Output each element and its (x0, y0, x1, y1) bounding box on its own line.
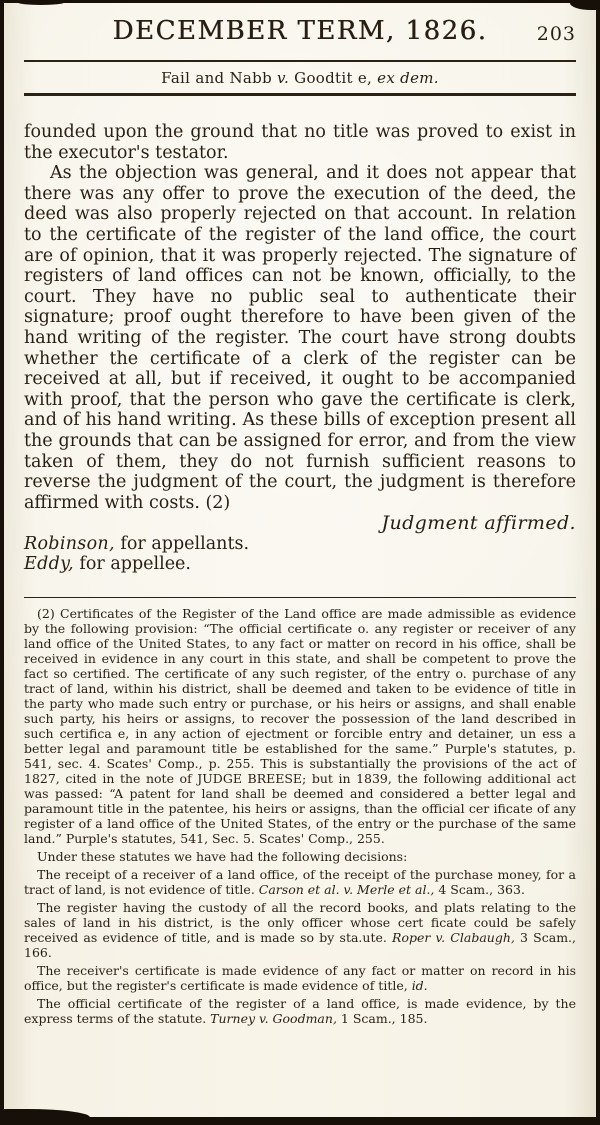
term-title: DECEMBER TERM, 1826. (112, 16, 488, 46)
footnote-paragraph: (2) Certificates of the Register of the Land office are made admissible as evidence by the following provision: “The official certificate o. any register or receiver of any land office of the United States, to any fact or matter on record in his office, shall be received in evidence in any court in this state, and shall be competent to prove the fact so certified. The certificate of any such register, of the entry o. purchase of any tract of land, within his district, shall be deemed and taken to be evidence of title in the party who made such entry or purchase, or his heirs or assigns, and shall enable such party, his heirs or assigns, to recover the possession of the land described in such certifica e, in any action of ejectment or forcible entry and detainer, un ess a better legal and paramount title be established for the same.” Purple's statutes, p. 541, sec. 4. Scates' Comp., p. 255. This is substantially the provisions of the act of 1827, cited in the note of JUDGE BREESE; but in 1839, the following additional act was passed: “A patent for land shall be deemed and considered a better legal and paramount title in the patentee, his heirs or assigns, than the official cer ificate of any register of a land office of the United States, of the entry or the purchase of the same land.” Purple's statutes, 541, Sec. 5. Scates' Comp., 255. (24, 606, 576, 847)
scanned-page (24, 12, 576, 1029)
case-versus: v. (277, 69, 290, 87)
scan-border-right (596, 0, 600, 1125)
judgment-line: Judgment affirmed. (381, 512, 576, 535)
footnote-section (24, 606, 576, 1026)
scan-artifact (570, 0, 600, 10)
footnote-text: The official certificate of the register of a land office, is made evidence, by the express terms of the statute. (24, 996, 576, 1027)
scan-artifact (0, 1109, 90, 1121)
footnote-rule (24, 597, 576, 598)
footnote-text: 4 Scam., 363. (434, 882, 525, 898)
footnote-text: 3 Scam., 166. (24, 930, 577, 961)
header-rule (24, 60, 576, 62)
footnote-paragraph (24, 963, 576, 993)
footnote-text: 1 Scam., 185. (336, 1011, 428, 1027)
footnote-paragraph (24, 996, 576, 1026)
attorney-line (24, 534, 576, 555)
attorney-name: Robinson, (24, 533, 115, 554)
page-number: 203 (536, 23, 576, 45)
scan-border-top (0, 0, 600, 3)
case-ex-dem: ex dem. (377, 69, 439, 87)
footnote-text: The receipt of a receiver of a land office, of the receipt of the purchase money, for a tract of land, is not evidence of title. (24, 867, 576, 898)
scan-artifact (18, 0, 64, 5)
body-paragraph: As the objection was general, and it does not appear that there was any offer to prove the execution of the deed, the deed was also properly rejected on that account. In relation to the certificate of the register of the land office, the court are of opinion, that it was properly rejected. The signature of registers of land offices can not be known, officially, to the court. They have no public seal to authenticate their signature; proof ought therefore to have been given of the hand writing of the register. The court have strong doubts whether the certificate of a clerk of the register can be received at all, but if received, it ought to be accompanied with proof, that the person who gave the certificate is clerk, and of his hand writing. As these bills of exception present all the grounds that can be assigned for error, and from the view taken of them, they do not furnish sufficient reasons to reverse the judgment of the court, the judgment is therefore affirmed with costs. (2) (24, 163, 576, 513)
case-plaintiffs: Fail and Nabb (161, 69, 278, 87)
footnote-paragraph (24, 867, 576, 897)
footnote-citation: Carson et al. v. Merle et al., (258, 882, 435, 898)
footnote-paragraph (24, 900, 576, 960)
scan-border-left (0, 0, 4, 1125)
attorney-role: for appellee. (73, 554, 191, 575)
case-defendant: Goodtit e, (289, 69, 378, 87)
footnote-text: The register having the custody of all the record books, and plats relating to the sales of land in his district, is the only officer whose cert ficate could be safely received as evidence of title, and is made so by sta.ute. (24, 900, 576, 946)
attorney-line (24, 554, 576, 575)
opinion-text (24, 122, 576, 575)
body-paragraph: founded upon the ground that no title was proved to exist in the executor's testator. (24, 122, 576, 163)
page-header (24, 16, 576, 58)
scan-border-bottom (0, 1117, 600, 1125)
footnote-citation: Roper v. Clabaugh, (392, 930, 515, 946)
attorney-name: Eddy, (24, 554, 74, 575)
footnote-paragraph: Under these statutes we have had the following decisions: (37, 849, 408, 865)
footnote-citation: id. (411, 978, 428, 994)
caption-rule (24, 93, 576, 96)
footnote-citation: Turney v. Goodman, (210, 1011, 337, 1027)
case-caption (24, 69, 576, 87)
footnote-text: The receiver's certificate is made evidence of any fact or matter on record in his office, but the register's certificate is made evidence of title, (24, 963, 576, 994)
attorney-role: for appellants. (114, 533, 250, 554)
